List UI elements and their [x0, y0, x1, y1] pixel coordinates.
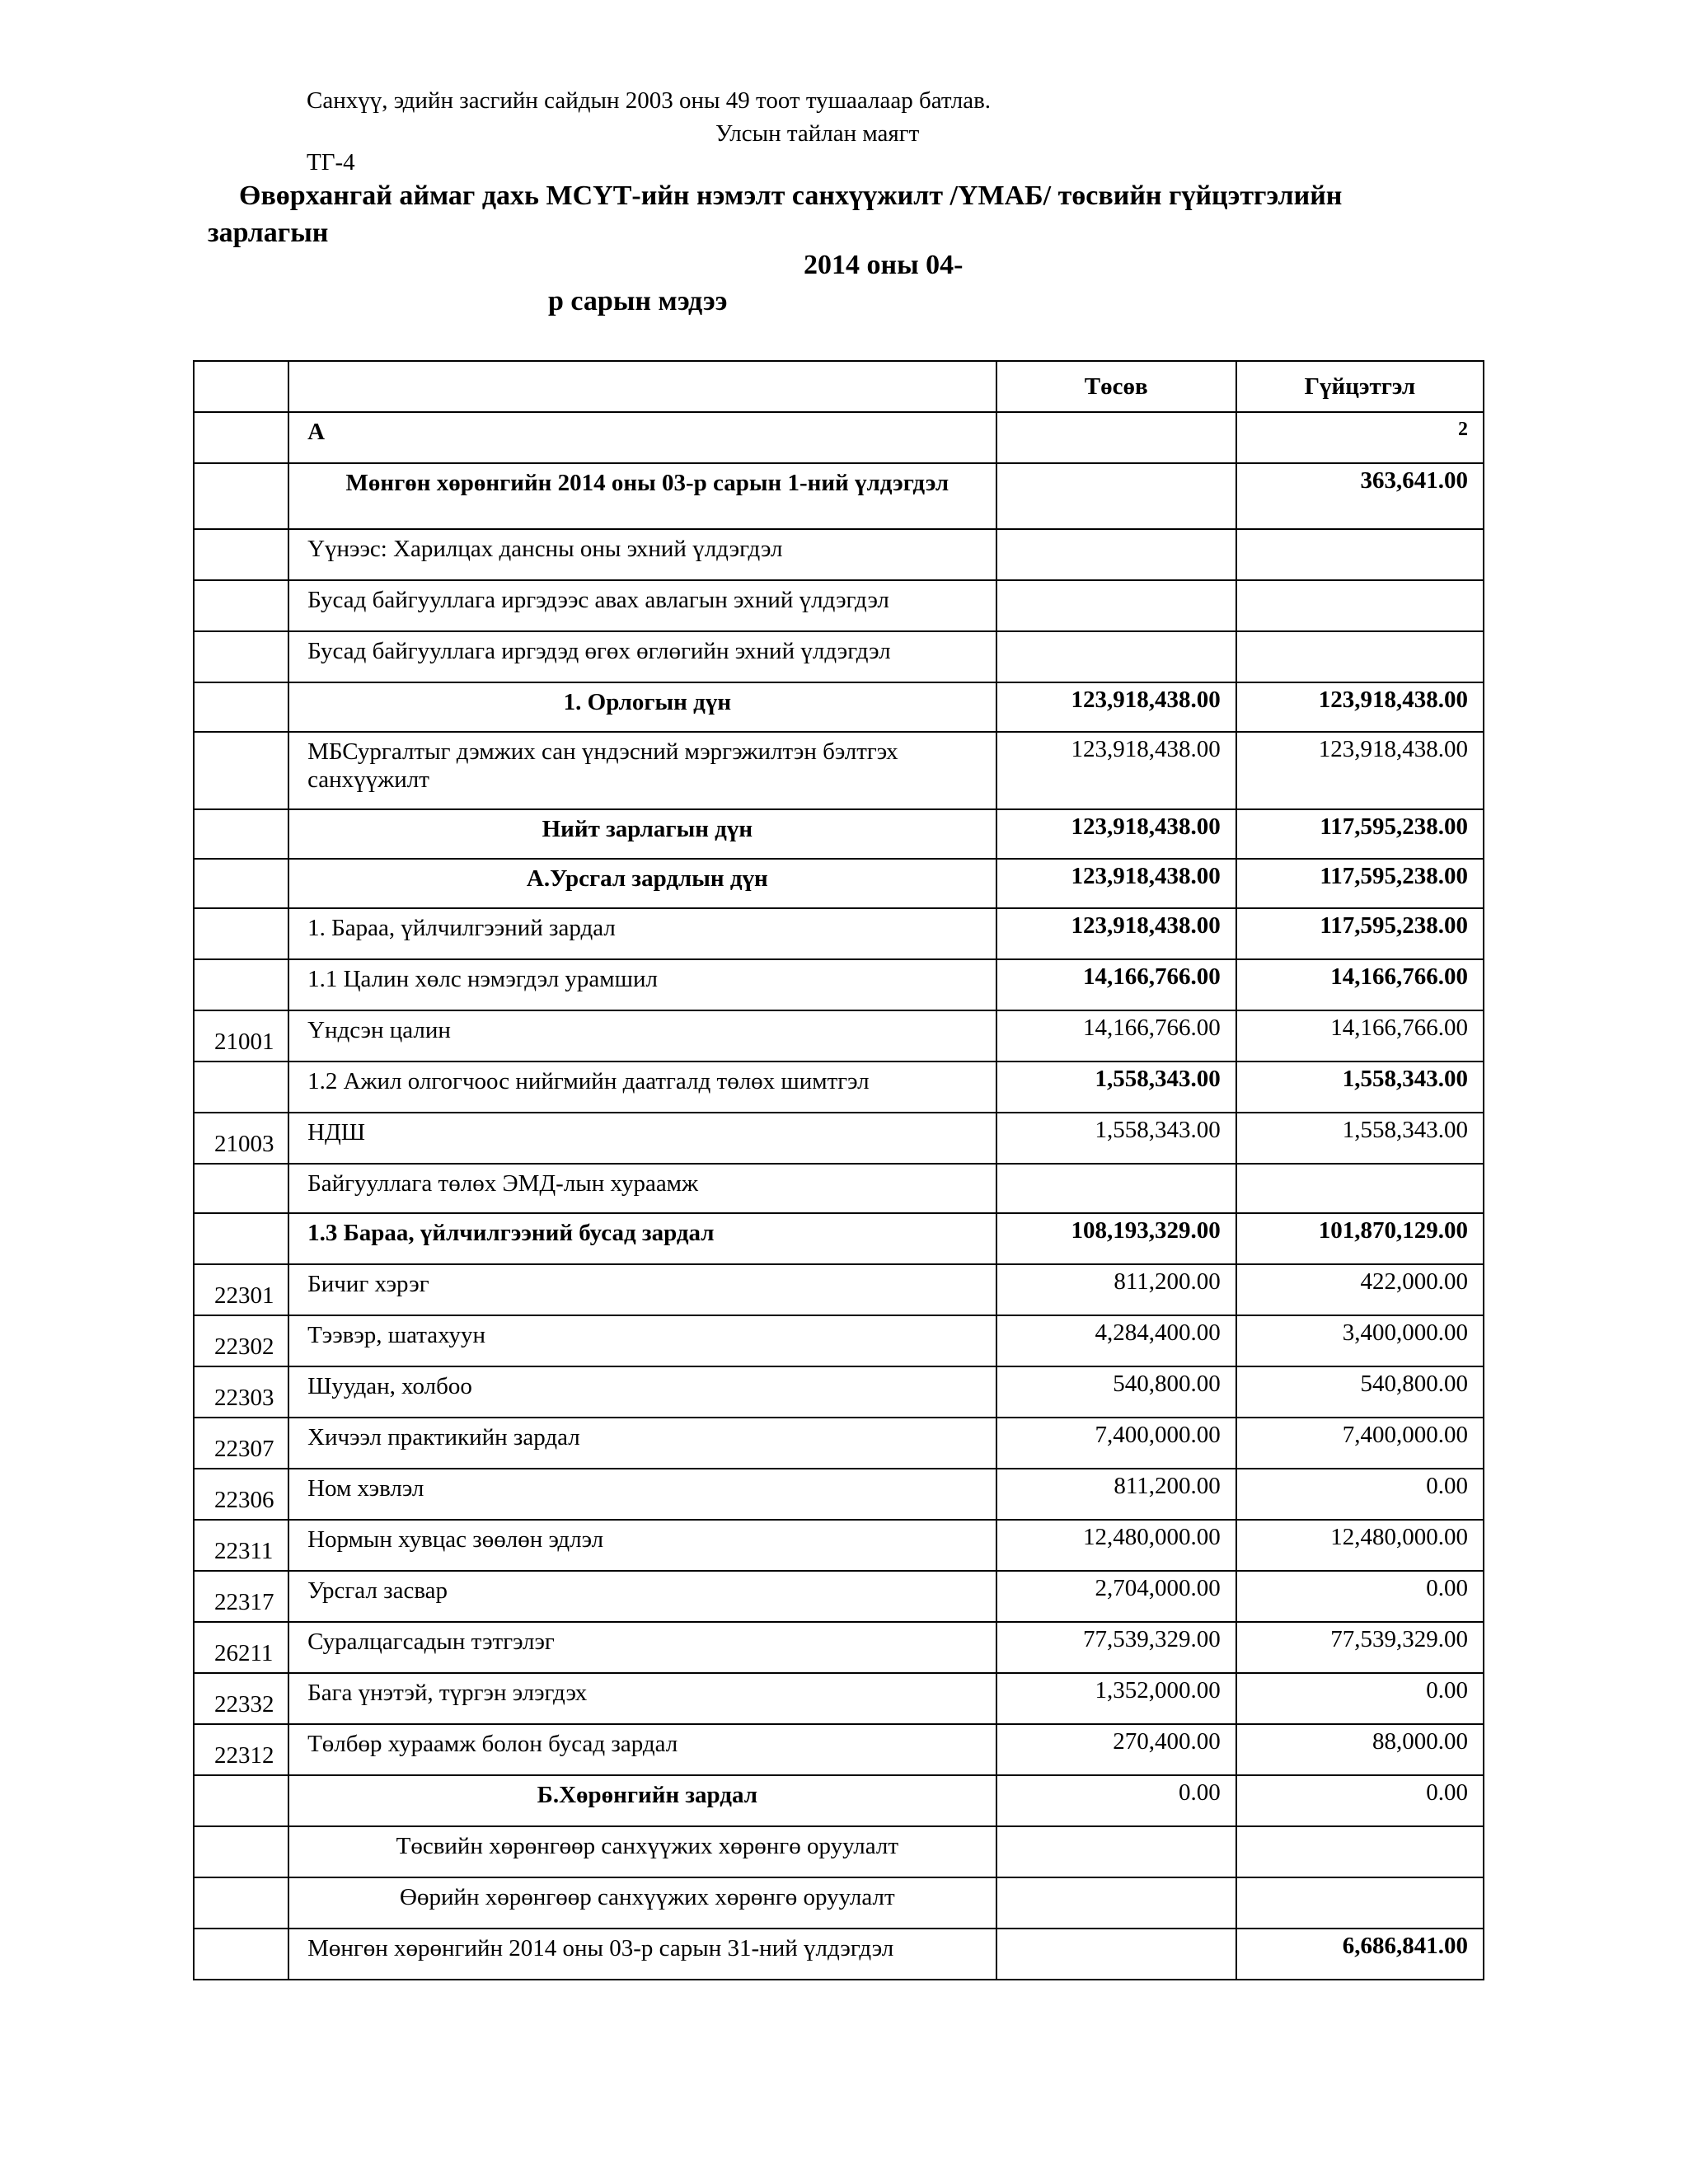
- row-plan-cell: 0.00: [996, 1775, 1236, 1826]
- table-row: [194, 1010, 1484, 1062]
- row-plan-cell: 540,800.00: [996, 1366, 1236, 1418]
- row-code-cell: [194, 1062, 288, 1113]
- report-title-line1: Өвөрхангай аймаг дахь МСҮТ-ийн нэмэлт санхүүжилт /ҮМАБ/ төсвийн гүйцэтгэлийн: [239, 180, 1343, 211]
- row-plan-cell: [996, 631, 1236, 682]
- row-code-cell: 21003: [194, 1113, 288, 1164]
- table-row: [194, 631, 1484, 682]
- row-name-cell: Өөрийн хөрөнгөөр санхүүжих хөрөнгө оруулалт: [288, 1877, 996, 1929]
- row-code-cell: [194, 580, 288, 631]
- row-plan-cell: 811,200.00: [996, 1264, 1236, 1315]
- row-code-cell: [194, 529, 288, 580]
- header-plan-cell: Төсөв: [996, 361, 1236, 412]
- table-row: [194, 1469, 1484, 1520]
- row-actual-cell: 101,870,129.00: [1236, 1213, 1484, 1264]
- table-row: [194, 809, 1484, 859]
- row-actual-cell: 123,918,438.00: [1236, 732, 1484, 809]
- row-plan-cell: 123,918,438.00: [996, 809, 1236, 859]
- row-name-cell: Бичиг хэрэг: [288, 1264, 996, 1315]
- row-plan-cell: 1,352,000.00: [996, 1673, 1236, 1724]
- row-code-cell: [194, 1826, 288, 1877]
- table-row: [194, 1622, 1484, 1673]
- row-code-cell: [194, 1929, 288, 1980]
- row-actual-cell: 117,595,238.00: [1236, 859, 1484, 908]
- row-plan-cell: 14,166,766.00: [996, 959, 1236, 1010]
- row-name-cell: Хичээл практикийн зардал: [288, 1418, 996, 1469]
- row-code-cell: 26211: [194, 1622, 288, 1673]
- row-actual-cell: [1236, 529, 1484, 580]
- index-actual-cell: 2: [1236, 412, 1484, 463]
- row-plan-cell: [996, 580, 1236, 631]
- row-actual-cell: 7,400,000.00: [1236, 1418, 1484, 1469]
- row-code-cell: [194, 1164, 288, 1213]
- row-code-cell: [194, 1877, 288, 1929]
- table-row: [194, 1264, 1484, 1315]
- row-code-cell: 21001: [194, 1010, 288, 1062]
- table-row: [194, 463, 1484, 529]
- row-name-cell: 1. Орлогын дүн: [288, 682, 996, 732]
- row-plan-cell: 77,539,329.00: [996, 1622, 1236, 1673]
- row-actual-cell: 1,558,343.00: [1236, 1113, 1484, 1164]
- row-actual-cell: 6,686,841.00: [1236, 1929, 1484, 1980]
- row-code-cell: [194, 908, 288, 959]
- row-actual-cell: 540,800.00: [1236, 1366, 1484, 1418]
- row-code-cell: [194, 631, 288, 682]
- row-plan-cell: 1,558,343.00: [996, 1113, 1236, 1164]
- row-name-cell: Мөнгөн хөрөнгийн 2014 оны 03-р сарын 31-ний үлдэгдэл: [288, 1929, 996, 1980]
- row-actual-cell: [1236, 1826, 1484, 1877]
- row-plan-cell: [996, 1164, 1236, 1213]
- row-name-cell: 1.2 Ажил олгогчоос нийгмийн даатгалд төлөх шимтгэл: [288, 1062, 996, 1113]
- row-code-cell: 22312: [194, 1724, 288, 1775]
- row-plan-cell: 1,558,343.00: [996, 1062, 1236, 1113]
- row-name-cell: Төлбөр хураамж болон бусад зардал: [288, 1724, 996, 1775]
- row-plan-cell: 4,284,400.00: [996, 1315, 1236, 1366]
- row-actual-cell: 12,480,000.00: [1236, 1520, 1484, 1571]
- table-row: [194, 580, 1484, 631]
- table-row: [194, 859, 1484, 908]
- report-period-line2: р сарын мэдээ: [548, 286, 728, 316]
- row-name-cell: Урсгал засвар: [288, 1571, 996, 1622]
- row-actual-cell: 1,558,343.00: [1236, 1062, 1484, 1113]
- index-name-cell: А: [288, 412, 996, 463]
- table-row: [194, 1113, 1484, 1164]
- table-row: [194, 1877, 1484, 1929]
- row-name-cell: Бусад байгууллага иргэдээс авах авлагын эхний үлдэгдэл: [288, 580, 996, 631]
- row-plan-cell: [996, 1826, 1236, 1877]
- row-name-cell: Төсвийн хөрөнгөөр санхүүжих хөрөнгө оруулалт: [288, 1826, 996, 1877]
- row-plan-cell: 14,166,766.00: [996, 1010, 1236, 1062]
- row-plan-cell: 123,918,438.00: [996, 682, 1236, 732]
- row-actual-cell: 117,595,238.00: [1236, 908, 1484, 959]
- row-actual-cell: [1236, 1877, 1484, 1929]
- header-name-cell: [288, 361, 996, 412]
- table-row: [194, 732, 1484, 809]
- row-name-cell: Үүнээс: Харилцах дансны оны эхний үлдэгдэл: [288, 529, 996, 580]
- row-name-cell: Бага үнэтэй, түргэн элэгдэх: [288, 1673, 996, 1724]
- row-plan-cell: [996, 1877, 1236, 1929]
- row-code-cell: 22303: [194, 1366, 288, 1418]
- table-row: [194, 1520, 1484, 1571]
- row-code-cell: [194, 732, 288, 809]
- table-row: [194, 529, 1484, 580]
- row-actual-cell: 123,918,438.00: [1236, 682, 1484, 732]
- row-code-cell: 22317: [194, 1571, 288, 1622]
- report-title-line2: зарлагын: [208, 218, 329, 248]
- header-code-cell: [194, 361, 288, 412]
- row-plan-cell: 270,400.00: [996, 1724, 1236, 1775]
- table-row: [194, 1826, 1484, 1877]
- row-name-cell: Бусад байгууллага иргэдэд өгөх өглөгийн эхний үлдэгдэл: [288, 631, 996, 682]
- row-plan-cell: [996, 463, 1236, 529]
- index-row: [194, 412, 1484, 463]
- row-name-cell: Мөнгөн хөрөнгийн 2014 оны 03-р сарын 1-ний үлдэгдэл: [288, 463, 996, 529]
- table-row: [194, 1164, 1484, 1213]
- row-plan-cell: 811,200.00: [996, 1469, 1236, 1520]
- row-name-cell: Ном хэвлэл: [288, 1469, 996, 1520]
- row-actual-cell: 77,539,329.00: [1236, 1622, 1484, 1673]
- row-code-cell: 22301: [194, 1264, 288, 1315]
- row-actual-cell: [1236, 631, 1484, 682]
- row-name-cell: Шуудан, холбоо: [288, 1366, 996, 1418]
- row-name-cell: Үндсэн цалин: [288, 1010, 996, 1062]
- row-actual-cell: 0.00: [1236, 1469, 1484, 1520]
- row-name-cell: Нормын хувцас зөөлөн эдлэл: [288, 1520, 996, 1571]
- row-name-cell: Тээвэр, шатахуун: [288, 1315, 996, 1366]
- row-actual-cell: 422,000.00: [1236, 1264, 1484, 1315]
- row-plan-cell: 108,193,329.00: [996, 1213, 1236, 1264]
- row-actual-cell: [1236, 1164, 1484, 1213]
- report-type-label: Улсын тайлан маягт: [715, 120, 920, 147]
- row-actual-cell: 88,000.00: [1236, 1724, 1484, 1775]
- row-actual-cell: 14,166,766.00: [1236, 1010, 1484, 1062]
- budget-execution-table: [193, 360, 1484, 1980]
- row-actual-cell: 0.00: [1236, 1571, 1484, 1622]
- row-actual-cell: 0.00: [1236, 1775, 1484, 1826]
- row-actual-cell: 0.00: [1236, 1673, 1484, 1724]
- row-name-cell: 1. Бараа, үйлчилгээний зардал: [288, 908, 996, 959]
- row-plan-cell: 7,400,000.00: [996, 1418, 1236, 1469]
- row-name-cell: НДШ: [288, 1113, 996, 1164]
- row-name-cell: Байгууллага төлөх ЭМД-лын хураамж: [288, 1164, 996, 1213]
- row-code-cell: [194, 959, 288, 1010]
- row-code-cell: [194, 1775, 288, 1826]
- row-plan-cell: 2,704,000.00: [996, 1571, 1236, 1622]
- report-period-line1: 2014 оны 04-: [804, 250, 964, 280]
- row-code-cell: 22302: [194, 1315, 288, 1366]
- table-row: [194, 1062, 1484, 1113]
- table-row: [194, 1418, 1484, 1469]
- index-code-cell: [194, 412, 288, 463]
- row-plan-cell: 12,480,000.00: [996, 1520, 1236, 1571]
- row-actual-cell: 363,641.00: [1236, 463, 1484, 529]
- row-plan-cell: 123,918,438.00: [996, 908, 1236, 959]
- row-code-cell: [194, 1213, 288, 1264]
- row-name-cell: А.Урсгал зардлын дүн: [288, 859, 996, 908]
- row-actual-cell: [1236, 580, 1484, 631]
- row-code-cell: 22307: [194, 1418, 288, 1469]
- table-row: [194, 1775, 1484, 1826]
- table-row: [194, 959, 1484, 1010]
- row-plan-cell: [996, 1929, 1236, 1980]
- table-row: [194, 1315, 1484, 1366]
- row-code-cell: 22332: [194, 1673, 288, 1724]
- row-code-cell: 22306: [194, 1469, 288, 1520]
- row-name-cell: МБСургалтыг дэмжих сан үндэсний мэргэжилтэн бэлтгэх санхүүжилт: [288, 732, 996, 809]
- row-code-cell: [194, 463, 288, 529]
- index-plan-cell: [996, 412, 1236, 463]
- row-name-cell: Б.Хөрөнгийн зардал: [288, 1775, 996, 1826]
- table-row: [194, 1571, 1484, 1622]
- row-plan-cell: 123,918,438.00: [996, 859, 1236, 908]
- row-name-cell: 1.1 Цалин хөлс нэмэгдэл урамшил: [288, 959, 996, 1010]
- row-code-cell: [194, 682, 288, 732]
- row-name-cell: Суралцагсадын тэтгэлэг: [288, 1622, 996, 1673]
- table-header-row: [194, 361, 1484, 412]
- table-row: [194, 1213, 1484, 1264]
- table-row: [194, 1724, 1484, 1775]
- table-row: [194, 1366, 1484, 1418]
- row-name-cell: Нийт зарлагын дүн: [288, 809, 996, 859]
- row-code-cell: [194, 859, 288, 908]
- row-code-cell: 22311: [194, 1520, 288, 1571]
- row-actual-cell: 3,400,000.00: [1236, 1315, 1484, 1366]
- row-actual-cell: 117,595,238.00: [1236, 809, 1484, 859]
- table-row: [194, 1929, 1484, 1980]
- row-code-cell: [194, 809, 288, 859]
- row-plan-cell: 123,918,438.00: [996, 732, 1236, 809]
- row-plan-cell: [996, 529, 1236, 580]
- header-actual-cell: Гүйцэтгэл: [1236, 361, 1484, 412]
- row-name-cell: 1.3 Бараа, үйлчилгээний бусад зардал: [288, 1213, 996, 1264]
- row-actual-cell: 14,166,766.00: [1236, 959, 1484, 1010]
- approval-note: Санхүү, эдийн засгийн сайдын 2003 оны 49 тоот тушаалаар батлав.: [307, 87, 992, 114]
- table-row: [194, 908, 1484, 959]
- table-row: [194, 1673, 1484, 1724]
- table-row: [194, 682, 1484, 732]
- form-code: ТГ-4: [307, 149, 355, 176]
